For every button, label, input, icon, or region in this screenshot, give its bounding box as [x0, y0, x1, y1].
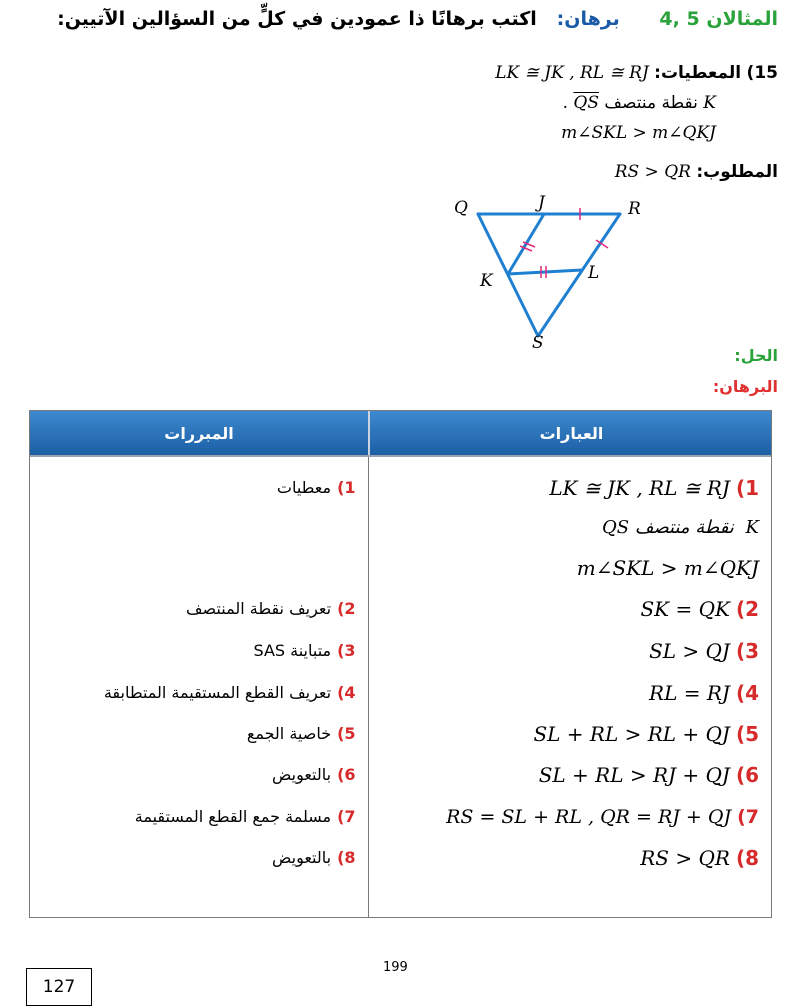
triangle-diagram [440, 188, 660, 348]
required-statement: RS > QR [614, 162, 691, 182]
reason-row: 8)بالتعويض [272, 848, 356, 867]
point-label: R [628, 199, 641, 219]
statement-row: K نقطة منتصف QS [602, 517, 759, 538]
statement-row: 5)SL + RL > RL + QJ [533, 722, 759, 746]
segment-kl [508, 270, 582, 274]
statements-column [369, 457, 771, 917]
reason-row: 1)معطيات [276, 478, 356, 497]
problem-number: 15) [746, 63, 778, 83]
given-midpoint-text: نقطة منتصف [604, 93, 698, 113]
solution-label: الحل: [734, 346, 778, 365]
reason-row: 2)تعريف نقطة المنتصف [185, 599, 356, 618]
proof-type-label: برهان: [556, 8, 620, 30]
reason-row: 6)بالتعويض [272, 765, 356, 784]
statements-header: العبارات [539, 423, 604, 443]
proof-heading: البرهان: [712, 377, 778, 396]
proof-table [29, 410, 772, 918]
given-label: المعطيات: [654, 63, 742, 83]
statement-row: 2)SK = QK [640, 597, 759, 621]
given-midpoint-var: K [703, 93, 716, 113]
given-congruences: LK ≅ JK , RL ≅ RJ [495, 63, 649, 83]
statement-row: 6)SL + RL > RJ + QJ [538, 763, 759, 787]
statement-row: m∠SKL > m∠QKJ [576, 556, 759, 580]
required-section [358, 162, 778, 182]
statement-row: 8)RS > QR [640, 846, 759, 870]
reason-row: 3)متباينة SAS [253, 641, 356, 660]
reason-row: 5)خاصية الجمع [246, 724, 356, 743]
triangle-figure [440, 188, 660, 352]
point-label: K [480, 271, 493, 291]
exercise-header [18, 8, 778, 30]
point-label: S [532, 333, 544, 348]
proof-table-header [30, 411, 771, 457]
statement-row: 4)RL = RJ [649, 681, 759, 705]
point-label: Q [454, 198, 468, 218]
statement-row: 1)LK ≅ JK , RL ≅ RJ [549, 476, 759, 500]
reason-row: 7)مسلمة جمع القطع المستقيمة [134, 807, 356, 826]
given-section: 15) المعطيات: LK ≅ JK , RL ≅ RJ K نقطة منتصف QS . m∠SKL > m∠QKJ [495, 63, 778, 143]
statement-row: 3)SL > QJ [649, 639, 759, 663]
statement-row: 7)RS = SL + RL , QR = RJ + QJ [446, 806, 759, 828]
point-label: L [588, 263, 600, 283]
reasons-header: المبررات [30, 411, 370, 455]
examples-reference: المثالان 5 ,4 [659, 8, 778, 30]
required-label: المطلوب: [696, 162, 778, 182]
page-box-number: 127 [26, 968, 92, 1006]
page-number: 199 [383, 960, 408, 975]
segment-rs [538, 214, 620, 336]
reason-row: 4)تعريف القطع المستقيمة المتطابقة [103, 683, 356, 702]
reasons-column [30, 457, 369, 917]
instruction-text: اكتب برهانًا ذا عمودين في كلٍّ من السؤالين الآتيين: [57, 8, 537, 30]
given-angle-inequality: m∠SKL > m∠QKJ [561, 123, 716, 143]
given-midpoint-segment: QS [573, 93, 599, 113]
point-label: J [538, 193, 545, 213]
